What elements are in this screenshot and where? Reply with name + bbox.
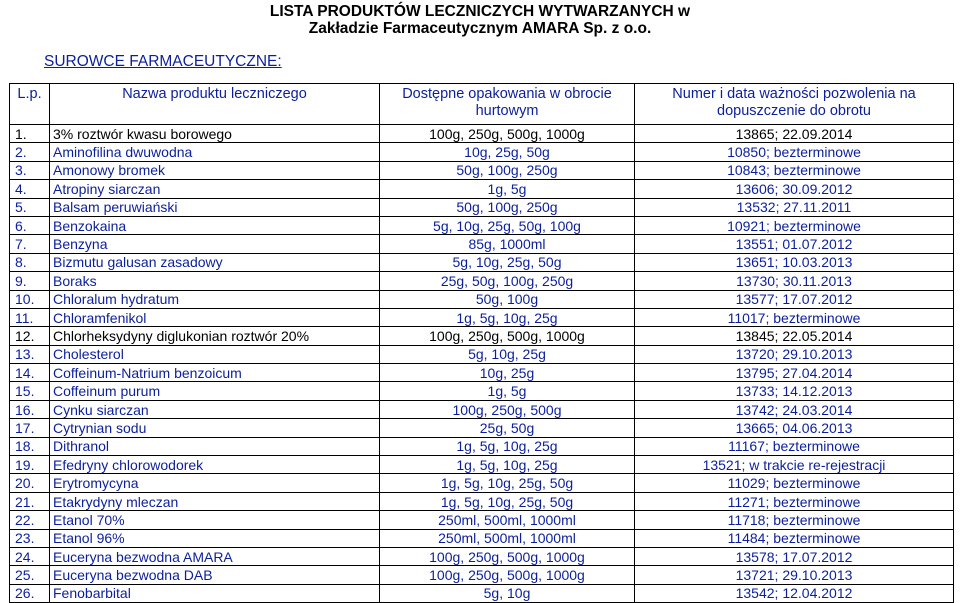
- cell-name: Etanol 96%: [50, 529, 380, 547]
- table-row: [10, 327, 954, 345]
- table-row: [10, 529, 954, 547]
- cell-name: Benzyna: [50, 235, 380, 253]
- section-heading: SUROWCE FARMACEUTYCZNE:: [44, 53, 282, 70]
- cell-num: 20.: [10, 474, 50, 492]
- cell-num: 24.: [10, 547, 50, 565]
- cell-permit: 10921; bezterminowe: [635, 216, 954, 234]
- cell-num: 8.: [10, 253, 50, 271]
- cell-pack: 10g, 25g, 50g: [380, 143, 635, 161]
- cell-pack: 5g, 10g: [380, 584, 635, 602]
- cell-num: 1.: [10, 125, 50, 143]
- cell-name: Etakrydyny mleczan: [50, 492, 380, 510]
- table-row: [10, 180, 954, 198]
- cell-pack: 85g, 1000ml: [380, 235, 635, 253]
- cell-name: Bizmutu galusan zasadowy: [50, 253, 380, 271]
- cell-name: Amonowy bromek: [50, 161, 380, 179]
- cell-pack: 50g, 100g, 250g: [380, 198, 635, 216]
- table-header-row: [10, 84, 954, 125]
- column-header-num: L.p.: [10, 84, 50, 125]
- table-row: [10, 400, 954, 418]
- cell-name: Dithranol: [50, 437, 380, 455]
- cell-num: 7.: [10, 235, 50, 253]
- cell-num: 4.: [10, 180, 50, 198]
- cell-permit: 13665; 04.06.2013: [635, 419, 954, 437]
- cell-permit: 11029; bezterminowe: [635, 474, 954, 492]
- cell-pack: 25g, 50g: [380, 419, 635, 437]
- table-row: [10, 492, 954, 510]
- cell-pack: 1g, 5g: [380, 180, 635, 198]
- cell-num: 25.: [10, 566, 50, 584]
- cell-pack: 1g, 5g, 10g, 25g, 50g: [380, 492, 635, 510]
- cell-permit: 13532; 27.11.2011: [635, 198, 954, 216]
- cell-permit: 11271; bezterminowe: [635, 492, 954, 510]
- cell-pack: 50g, 100g, 250g: [380, 161, 635, 179]
- cell-num: 26.: [10, 584, 50, 602]
- cell-name: Euceryna bezwodna AMARA: [50, 547, 380, 565]
- cell-permit: 13865; 22.09.2014: [635, 125, 954, 143]
- cell-pack: 250ml, 500ml, 1000ml: [380, 511, 635, 529]
- table-row: [10, 566, 954, 584]
- table-row: [10, 511, 954, 529]
- table-row: [10, 198, 954, 216]
- cell-permit: 13606; 30.09.2012: [635, 180, 954, 198]
- cell-permit: 11017; bezterminowe: [635, 308, 954, 326]
- cell-name: Cytrynian sodu: [50, 419, 380, 437]
- cell-name: Chloramfenikol: [50, 308, 380, 326]
- cell-pack: 5g, 10g, 25g, 50g: [380, 253, 635, 271]
- cell-name: Euceryna bezwodna DAB: [50, 566, 380, 584]
- cell-name: Cynku siarczan: [50, 400, 380, 418]
- cell-name: Fenobarbital: [50, 584, 380, 602]
- cell-permit: 13845; 22.05.2014: [635, 327, 954, 345]
- cell-num: 19.: [10, 456, 50, 474]
- cell-name: Efedryny chlorowodorek: [50, 456, 380, 474]
- cell-pack: 100g, 250g, 500g: [380, 400, 635, 418]
- cell-name: Coffeinum-Natrium benzoicum: [50, 364, 380, 382]
- table-row: [10, 216, 954, 234]
- cell-num: 14.: [10, 364, 50, 382]
- cell-name: 3% roztwór kwasu borowego: [50, 125, 380, 143]
- table-row: [10, 253, 954, 271]
- cell-num: 22.: [10, 511, 50, 529]
- table-row: [10, 364, 954, 382]
- column-header-name: Nazwa produktu leczniczego: [50, 84, 380, 125]
- cell-num: 2.: [10, 143, 50, 161]
- table-row: [10, 437, 954, 455]
- cell-name: Coffeinum purum: [50, 382, 380, 400]
- cell-name: Chlorheksydyny diglukonian roztwór 20%: [50, 327, 380, 345]
- cell-permit: 13730; 30.11.2013: [635, 272, 954, 290]
- table-row: [10, 125, 954, 143]
- cell-num: 21.: [10, 492, 50, 510]
- table-row: [10, 143, 954, 161]
- cell-name: Balsam peruwiański: [50, 198, 380, 216]
- cell-name: Erytromycyna: [50, 474, 380, 492]
- cell-num: 17.: [10, 419, 50, 437]
- cell-permit: 13578; 17.07.2012: [635, 547, 954, 565]
- cell-pack: 1g, 5g, 10g, 25g: [380, 308, 635, 326]
- table-row: [10, 161, 954, 179]
- cell-permit: 13521; w trakcie re-rejestracji: [635, 456, 954, 474]
- cell-permit: 11484; bezterminowe: [635, 529, 954, 547]
- cell-pack: 25g, 50g, 100g, 250g: [380, 272, 635, 290]
- column-header-permit: Numer i data ważności pozwolenia na dopuszczenie do obrotu: [635, 84, 954, 125]
- cell-name: Atropiny siarczan: [50, 180, 380, 198]
- table-row: [10, 456, 954, 474]
- cell-pack: 100g, 250g, 500g, 1000g: [380, 547, 635, 565]
- cell-pack: 1g, 5g, 10g, 25g: [380, 456, 635, 474]
- cell-num: 15.: [10, 382, 50, 400]
- cell-permit: 13720; 29.10.2013: [635, 345, 954, 363]
- cell-permit: 13795; 27.04.2014: [635, 364, 954, 382]
- cell-name: Aminofilina dwuwodna: [50, 143, 380, 161]
- cell-pack: 100g, 250g, 500g, 1000g: [380, 566, 635, 584]
- table-row: [10, 419, 954, 437]
- cell-pack: 1g, 5g: [380, 382, 635, 400]
- table-row: [10, 308, 954, 326]
- column-header-pack: Dostępne opakowania w obrocie hurtowym: [380, 84, 635, 125]
- cell-num: 6.: [10, 216, 50, 234]
- cell-num: 9.: [10, 272, 50, 290]
- table-row: [10, 290, 954, 308]
- cell-permit: 13577; 17.07.2012: [635, 290, 954, 308]
- cell-pack: 1g, 5g, 10g, 25g, 50g: [380, 474, 635, 492]
- cell-num: 11.: [10, 308, 50, 326]
- table-row: [10, 235, 954, 253]
- cell-pack: 50g, 100g: [380, 290, 635, 308]
- document-title-line2: Zakładzie Farmaceutycznym AMARA Sp. z o.o.: [308, 20, 652, 37]
- document-title-line1: LISTA PRODUKTÓW LECZNICZYCH WYTWARZANYCH w: [269, 3, 691, 20]
- cell-permit: 13742; 24.03.2014: [635, 400, 954, 418]
- cell-num: 23.: [10, 529, 50, 547]
- table-row: [10, 584, 954, 602]
- cell-name: Cholesterol: [50, 345, 380, 363]
- cell-permit: 11167; bezterminowe: [635, 437, 954, 455]
- cell-pack: 100g, 250g, 500g, 1000g: [380, 125, 635, 143]
- table-row: [10, 547, 954, 565]
- cell-permit: 13551; 01.07.2012: [635, 235, 954, 253]
- cell-name: Etanol 70%: [50, 511, 380, 529]
- cell-pack: 5g, 10g, 25g, 50g, 100g: [380, 216, 635, 234]
- cell-permit: 11718; bezterminowe: [635, 511, 954, 529]
- cell-num: 16.: [10, 400, 50, 418]
- cell-name: Boraks: [50, 272, 380, 290]
- products-table: [9, 83, 954, 603]
- cell-num: 3.: [10, 161, 50, 179]
- cell-permit: 13542; 12.04.2012: [635, 584, 954, 602]
- cell-permit: 13733; 14.12.2013: [635, 382, 954, 400]
- table-row: [10, 272, 954, 290]
- cell-pack: 5g, 10g, 25g: [380, 345, 635, 363]
- table-row: [10, 345, 954, 363]
- cell-num: 18.: [10, 437, 50, 455]
- cell-num: 13.: [10, 345, 50, 363]
- cell-name: Chloralum hydratum: [50, 290, 380, 308]
- cell-pack: 1g, 5g, 10g, 25g: [380, 437, 635, 455]
- cell-permit: 13721; 29.10.2013: [635, 566, 954, 584]
- cell-pack: 10g, 25g: [380, 364, 635, 382]
- cell-name: Benzokaina: [50, 216, 380, 234]
- cell-permit: 10850; bezterminowe: [635, 143, 954, 161]
- cell-pack: 250ml, 500ml, 1000ml: [380, 529, 635, 547]
- cell-num: 5.: [10, 198, 50, 216]
- cell-permit: 13651; 10.03.2013: [635, 253, 954, 271]
- cell-pack: 100g, 250g, 500g, 1000g: [380, 327, 635, 345]
- table-row: [10, 382, 954, 400]
- cell-num: 10.: [10, 290, 50, 308]
- cell-num: 12.: [10, 327, 50, 345]
- table-row: [10, 474, 954, 492]
- cell-permit: 10843; bezterminowe: [635, 161, 954, 179]
